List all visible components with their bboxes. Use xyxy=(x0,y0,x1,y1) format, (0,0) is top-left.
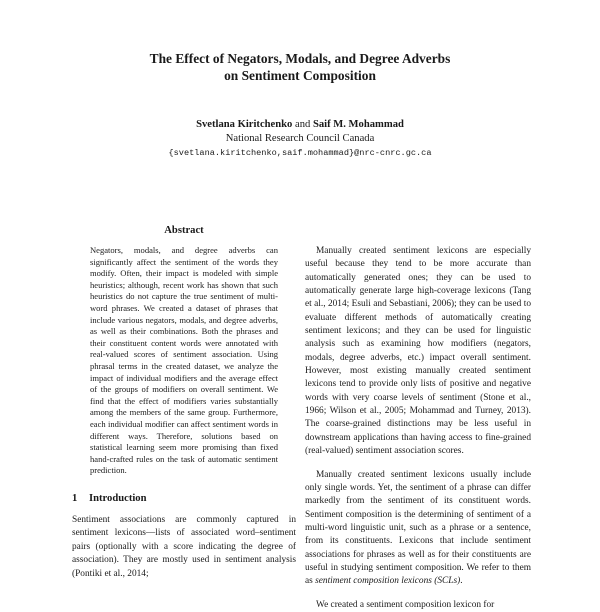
abstract-text: Negators, modals, and degree adverbs can significantly affect the sentiment of the words they modify. Often, their impact is modeled with simple heuristics; although, recent work has shown that such heuristics do not capture the true sentiment of multi-word phrases. We created a dataset of phrases that include various negators, modals, and degree adverbs, as well as their combinations. Both the phrases and their constituent content words were annotated with real-valued scores of sentiment association. Using phrasal terms in the created dataset, we analyze the impact of individual modifiers and the average effect of the groups of modifiers on overall sentiment. We find that the effect of modifiers varies substantially among the members of the same group. Furthermore, each individual modifier can affect sentiment words in different ways. Therefore, solutions based on statistical learning seem more promising than fixed hand-crafted rules on the task of automatic sentiment prediction. xyxy=(90,245,278,476)
scl-term: sentiment composition lexicons (SCLs) xyxy=(315,576,461,587)
author-block xyxy=(0,118,600,160)
right-paragraph-2 xyxy=(305,469,531,589)
right-paragraph-1: Manually created sentiment lexicons are especially useful because they tend to be more accurate than automatically generated ones; they can be used to automatically generate large high-coverage lexicons (Tang et al., 2014; Esuli and Sebastiani, 2006); they can be used to evaluate different methods of automatically creating sentiment lexicons; and they can be used for linguistic analysis such as examining how modifiers (negators, modals, degree adverbs, etc.) impact overall sentiment. However, most existing manually created sentiment lexicons tend to provide only lists of positive and negative words with very coarse levels of sentiment (Stone et al., 1966; Wilson et al., 2005; Mohammad and Turney, 2013). The coarse-grained distinctions may be less useful in downstream applications than having access to fine-grained (real-valued) sentiment association scores. xyxy=(305,246,531,457)
author-email: {svetlana.kiritchenko,saif.mohammad}@nrc-cnrc.gc.ca xyxy=(168,148,432,158)
section-heading-introduction xyxy=(72,492,296,505)
affiliation: National Research Council Canada xyxy=(225,133,375,144)
title-line-2: on Sentiment Composition xyxy=(224,67,376,83)
paper-title xyxy=(0,51,600,84)
para2-end: . xyxy=(460,576,463,587)
section-number: 1 xyxy=(72,492,78,504)
author-1: Svetlana Kiritchenko xyxy=(196,119,293,130)
abstract-heading: Abstract xyxy=(164,225,204,236)
intro-paragraph-1: Sentiment associations are commonly captured in sentiment lexicons—lists of associated word–sentiment pairs (optionally with a score indicating the degree of association). They are mostly used in sentiment analysis (Pontiki et al., 2014; xyxy=(72,514,296,579)
left-column xyxy=(72,224,296,581)
right-paragraph-3: We created a sentiment composition lexicon for xyxy=(316,599,495,610)
author-names xyxy=(0,118,600,132)
author-2: Saif M. Mohammad xyxy=(312,119,404,130)
para2-text: Manually created sentiment lexicons usually include only single words. Yet, the sentiment of a phrase can differ markedly from the sentiment of its constituent words. Sentiment composition is the determining of sentiment of a multi-word linguistic unit, such as a phrase or a sentence, from its constituents. Lexicons that include sentiment associations for phrases as well as for their constituents are useful in studying sentiment composition. We refer to them as xyxy=(305,469,531,587)
title-line-1: The Effect of Negators, Modals, and Degree Adverbs xyxy=(149,51,451,66)
right-column xyxy=(305,245,531,612)
author-separator: and xyxy=(295,119,311,130)
section-title: Introduction xyxy=(89,492,147,504)
